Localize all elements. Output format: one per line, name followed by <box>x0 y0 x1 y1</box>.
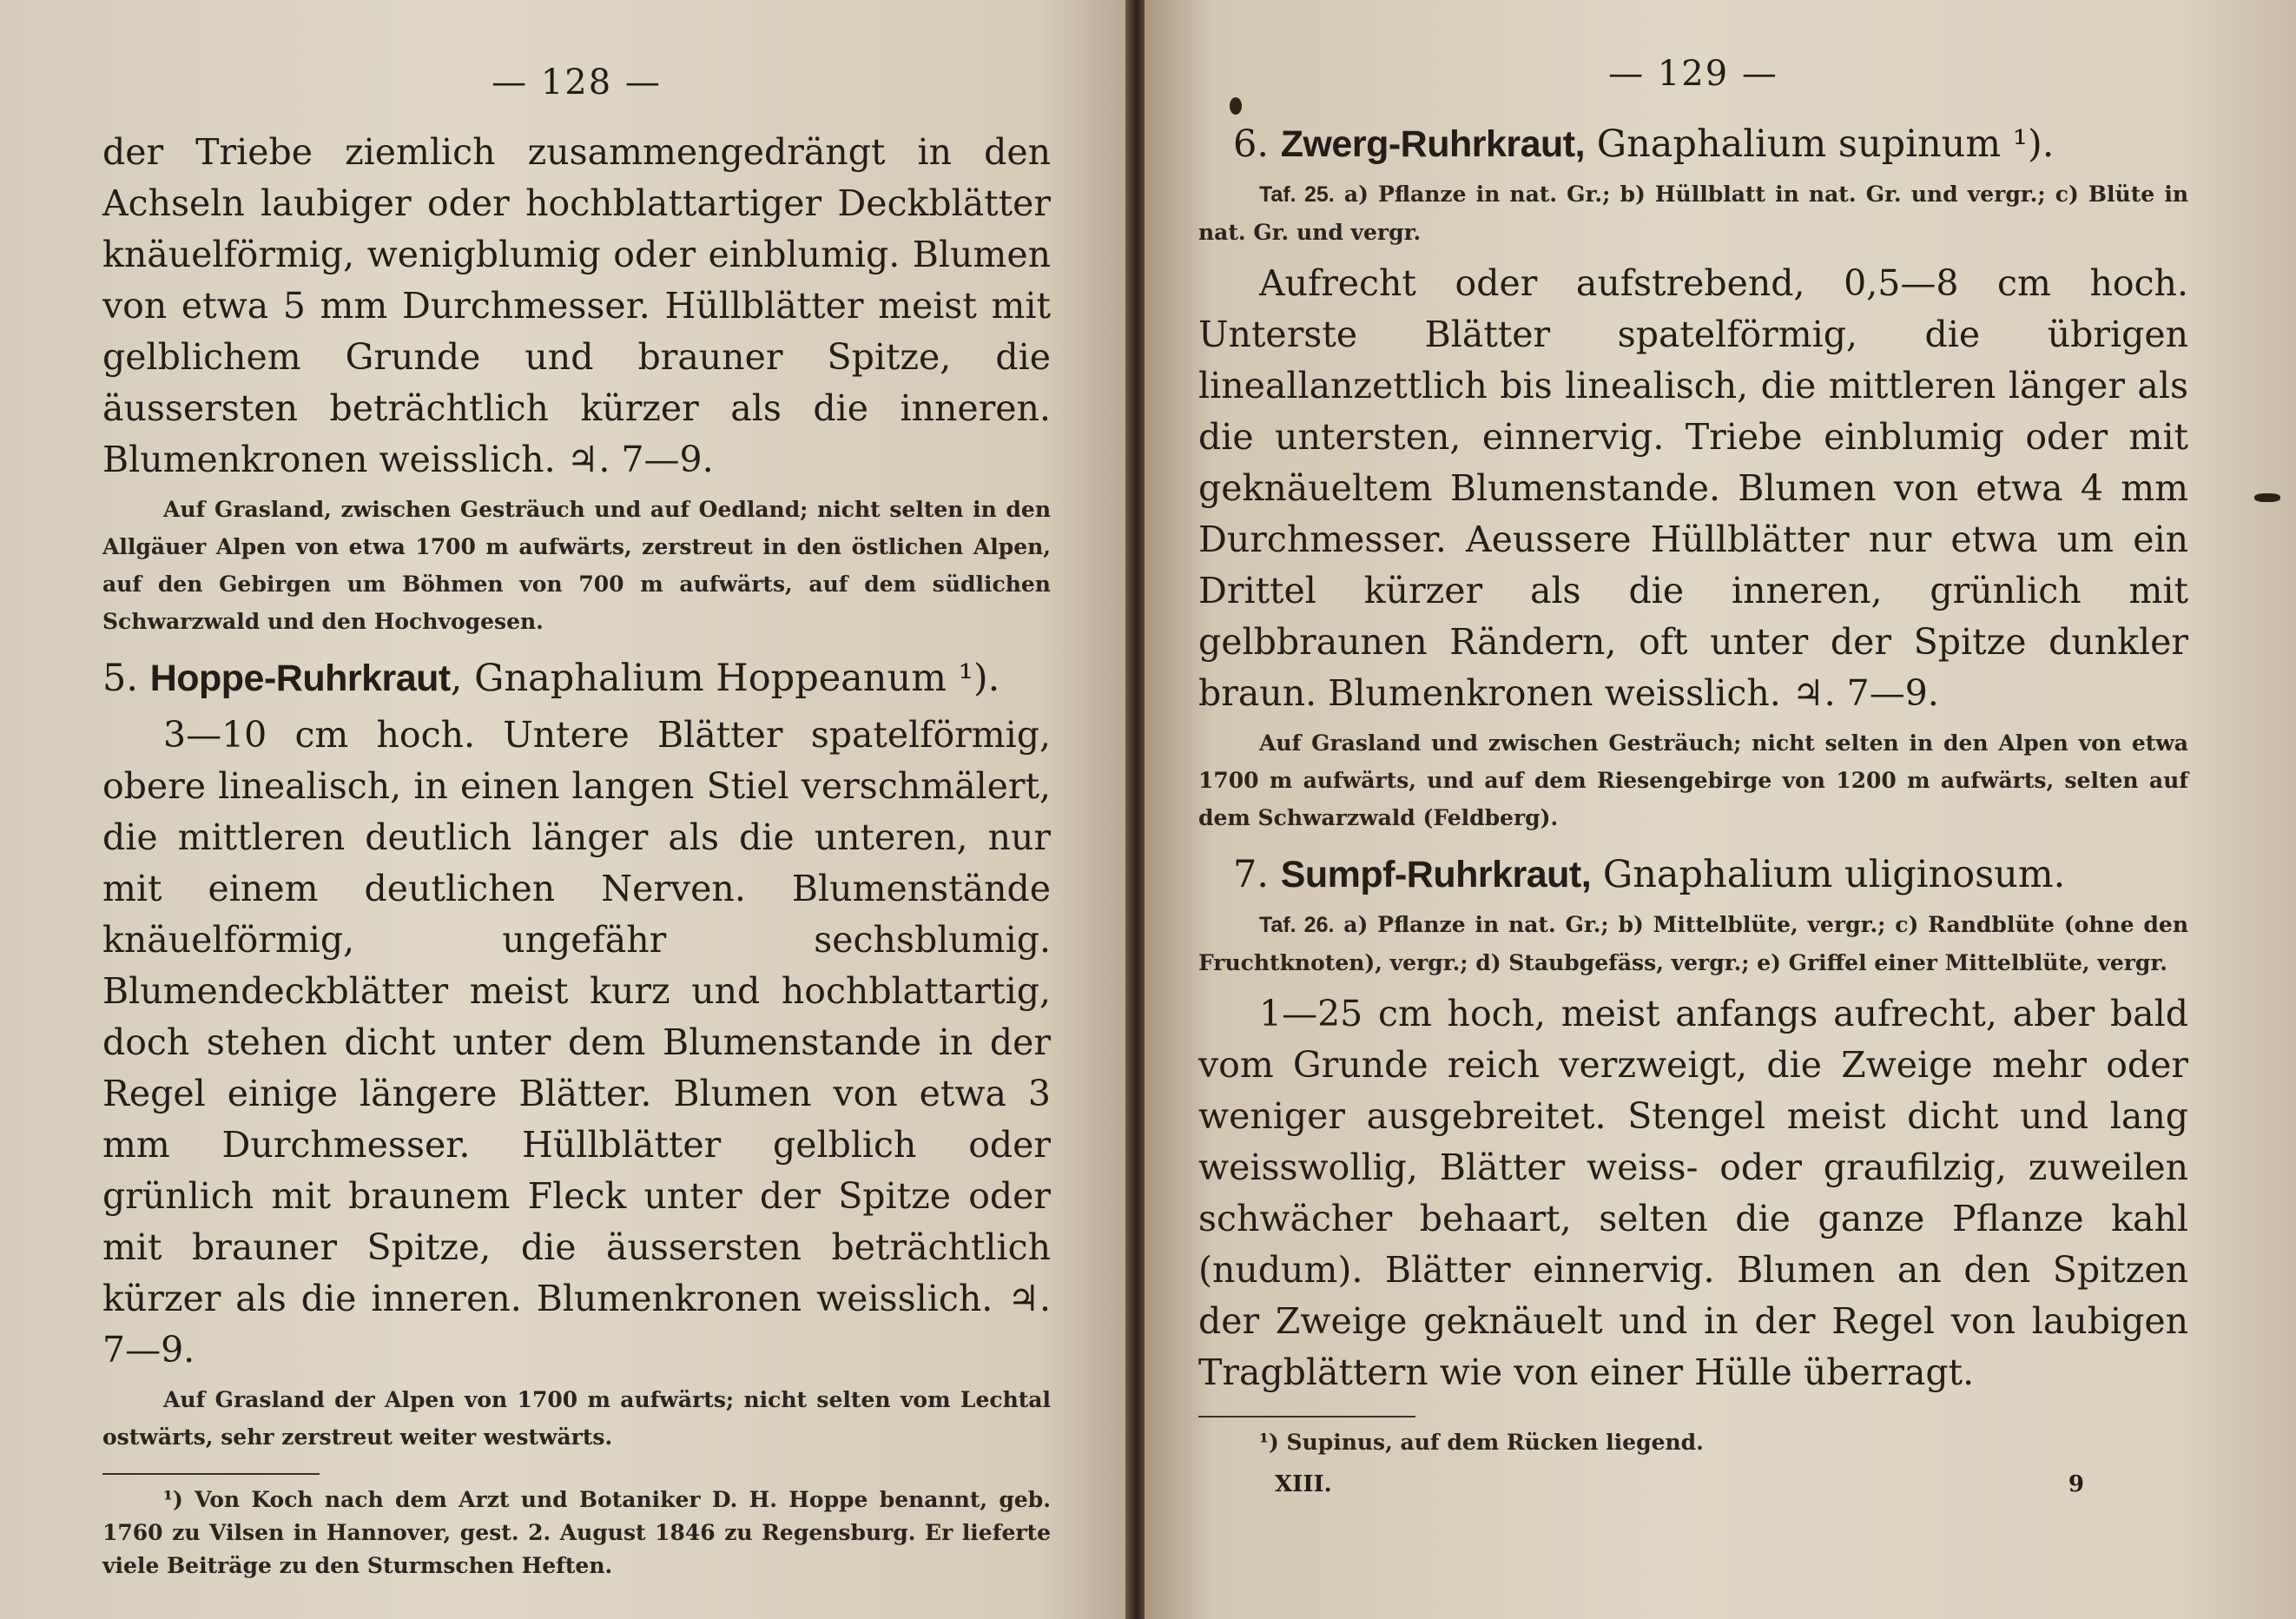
entry-common-name: Sumpf-Ruhrkraut, <box>1280 854 1592 895</box>
plate-reference <box>1198 906 2188 981</box>
footnote-rule <box>1198 1416 1415 1417</box>
plate-reference <box>1198 175 2188 251</box>
ink-speck <box>1230 97 1242 115</box>
plate-label: Taf. 26. <box>1259 913 1335 937</box>
plate-description: a) Pflanze in nat. Gr.; b) Hüllblatt in nat. Gr. und vergr.; c) Blüte in nat. Gr. und vergr. <box>1198 182 2188 245</box>
page-number: — 129 — <box>1608 54 1778 94</box>
right-page-content <box>1198 54 2188 1497</box>
signature-number: 9 <box>2068 1471 2084 1497</box>
plate-label: Taf. 25. <box>1259 182 1335 207</box>
continued-paragraph: der Triebe ziemlich zusammengedrängt in den Achseln laubiger oder hochblattartiger Deckblätter knäuelförmig, wenigblumig oder einblumig. Blumen von etwa 5 mm Durchmesser. Hüllblätter meist mit gelblichem Grunde und brauner Spitze, die äussersten beträchtlich kürzer als die inneren. Blumenkronen weisslich. ♃. 7—9. <box>102 131 1051 480</box>
entry-number: 7. <box>1233 853 1270 896</box>
habitat-note: Auf Grasland der Alpen von 1700 m aufwärts; nicht selten vom Lechtal ostwärts, sehr zerstreut weiter westwärts. <box>102 1387 1051 1450</box>
plate-description: a) Pflanze in nat. Gr.; b) Mittelblüte, vergr.; c) Randblüte (ohne den Fruchtknoten), vergr.; d) Staubgefäss, vergr.; e) Griffel einer Mittelblüte, vergr. <box>1198 912 2188 975</box>
signature-mark: XIII. <box>1275 1471 1332 1497</box>
entry-heading-5 <box>102 652 1051 704</box>
entry-description: Aufrecht oder aufstrebend, 0,5—8 cm hoch. Unterste Blätter spatelförmig, die übrigen lineallanzettlich bis linealisch, die mittleren länger als die untersten, einnervig. Triebe einblumig oder mit geknäueltem Blumenstande. Blumen von etwa 4 mm Durchmesser. Aeussere Hüllblätter nur etwa um ein Drittel kürzer als die inneren, grünlich mit gelbbraunen Rändern, oft unter der Spitze dunkler braun. Blumenkronen weisslich. ♃. 7—9. <box>1198 262 2188 714</box>
habitat-note: Auf Grasland, zwischen Gesträuch und auf Oedland; nicht selten in den Allgäuer Alpen von etwa 1700 m aufwärts, zerstreut in den östlichen Alpen, auf den Gebirgen um Böhmen von 700 m aufwärts, auf dem südlichen Schwarzwald und den Hochvogesen. <box>102 497 1051 634</box>
entry-latin-name: , Gnaphalium Hoppeanum ¹). <box>450 657 1000 700</box>
entry-latin-name: Gnaphalium uliginosum. <box>1591 853 2066 896</box>
entry-common-name: Hoppe-Ruhrkraut <box>149 658 451 699</box>
page-number: — 128 — <box>492 63 662 102</box>
entry-latin-name: Gnaphalium supinum ¹). <box>1585 122 2055 166</box>
left-page <box>0 0 1129 1619</box>
footnote: ¹) Von Koch nach dem Arzt und Botaniker D. H. Hoppe benannt, geb. 1760 zu Vilsen in Hannover, gest. 2. August 1846 zu Regensburg. Er lieferte viele Beiträge zu den Sturmschen Heften. <box>102 1487 1051 1578</box>
habitat-note: Auf Grasland und zwischen Gesträuch; nicht selten in den Alpen von etwa 1700 m aufwärts, und auf dem Riesengebirge von 1200 m aufwärts, selten auf dem Schwarzwald (Feldberg). <box>1198 730 2188 830</box>
ink-speck <box>2254 493 2280 502</box>
printer-signature <box>1198 1471 2188 1497</box>
entry-common-name: Zwerg-Ruhrkraut, <box>1280 123 1586 165</box>
left-page-content <box>102 63 1051 1583</box>
entry-number: 6. <box>1233 122 1270 166</box>
entry-description: 1—25 cm hoch, meist anfangs aufrecht, aber bald vom Grunde reich verzweigt, die Zweige mehr oder weniger ausgebreitet. Stengel meist dicht und lang weisswollig, Blätter weiss- oder graufilzig, zuweilen schwächer behaart, selten die ganze Pflanze kahl (nudum). Blätter einnervig. Blumen an den Spitzen der Zweige geknäuelt und in der Regel von laubigen Tragblättern wie von einer Hülle überragt. <box>1198 993 2188 1393</box>
footnote: ¹) Supinus, auf dem Rücken liegend. <box>1259 1430 1704 1455</box>
entry-heading-7 <box>1198 849 2188 901</box>
entry-description: 3—10 cm hoch. Untere Blätter spatelförmig, obere linealisch, in einen langen Stiel verschmälert, die mittleren deutlich länger als die unteren, nur mit einem deutlichen Nerven. Blumenstände knäuelförmig, ungefähr sechsblumig. Blumendeckblätter meist kurz und hochblattartig, doch stehen dicht unter dem Blumenstande in der Regel einige längere Blätter. Blumen von etwa 3 mm Durchmesser. Hüllblätter gelblich oder grünlich mit braunem Fleck unter der Spitze oder mit brauner Spitze, die äussersten beträchtlich kürzer als die inneren. Blumenkronen weisslich. ♃. 7—9. <box>102 714 1051 1371</box>
right-page <box>1145 0 2296 1619</box>
footnote-rule <box>102 1473 320 1475</box>
entry-number: 5. <box>102 657 139 700</box>
entry-heading-6 <box>1198 118 2188 170</box>
